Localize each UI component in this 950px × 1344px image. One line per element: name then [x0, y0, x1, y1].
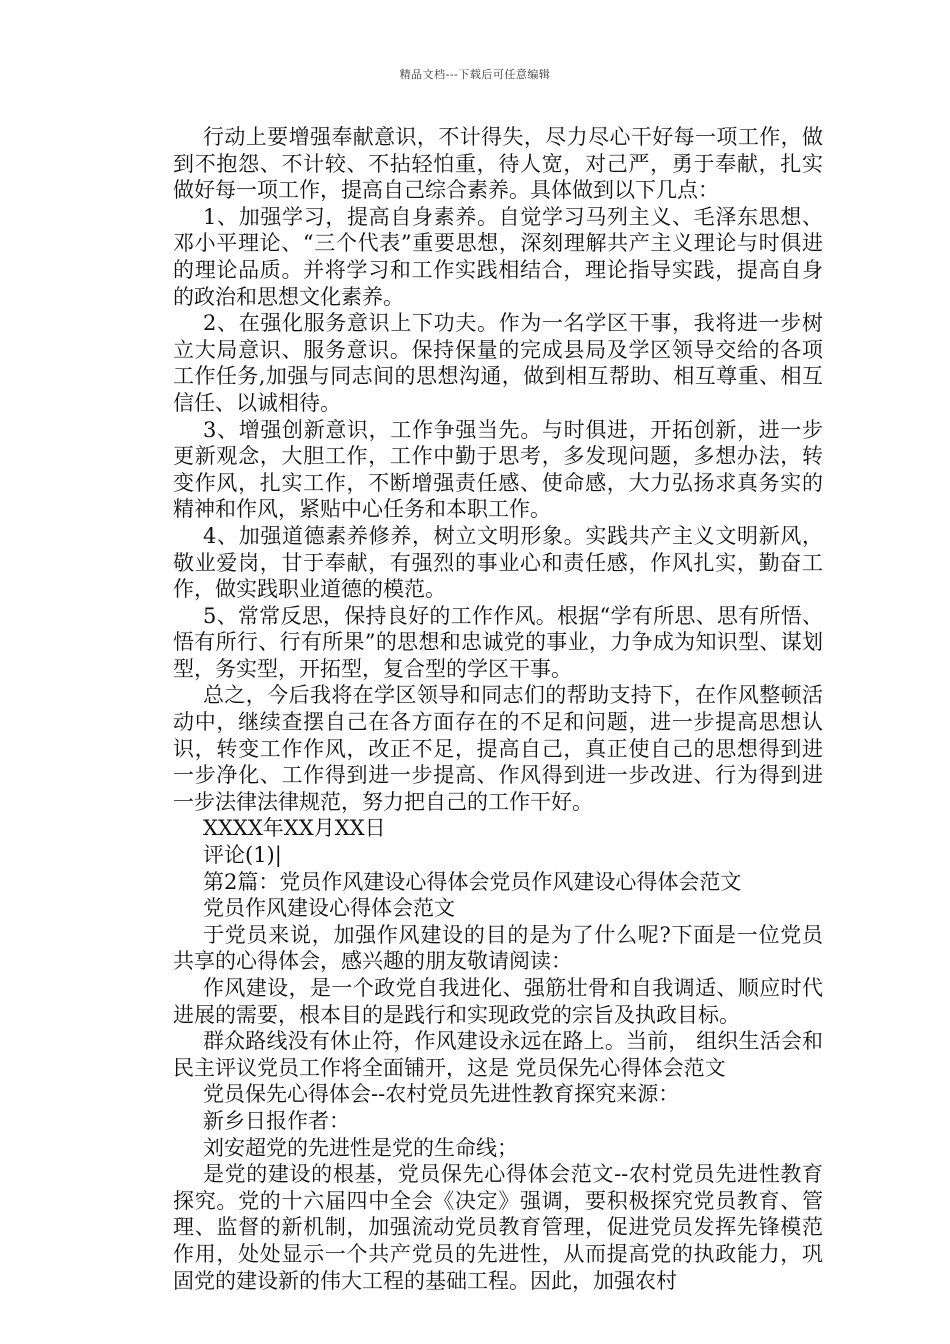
paragraph: 是党的建设的根基，党员保先心得体会范文--农村党员先进性教育探究。党的十六届四中全会《决定》强调，要积极探究党员教育、管理、监督的新机制，加强流动党员教育管理，促进党员发挥先锋模范作用，处处显示一个共产党员的先进性，从而提高党的执政能力，巩固党的建设新的伟大工程的基础工程。因此，加强农村	[173, 1162, 823, 1293]
paragraph: 于党员来说，加强作风建设的目的是为了什么呢?下面是一位党员共享的心得体会，感兴趣的朋友敬请阅读：	[173, 922, 823, 974]
paragraph: 2、在强化服务意识上下功夫。作为一名学区干事，我将进一步树立大局意识、服务意识。保持保量的完成县局及学区领导交给的各项工作任务,加强与同志间的思想沟通，做到相互帮助、相互尊重、相互信任、以诚相待。	[173, 311, 823, 415]
paragraph: 1、加强学习，提高自身素养。自觉学习马列主义、毛泽东思想、邓小平理论、“三个代表”重要思想，深刻理解共产主义理论与时俱进的理论品质。并将学习和工作实践相结合，理论指导实践，提高自身的政治和思想文化素养。	[173, 204, 823, 309]
paragraph: 4、加强道德素养修养，树立文明形象。实践共产主义文明新风，敬业爱岗，甘于奉献，有强烈的事业心和责任感，作风扎实，勤奋工作，做实践职业道德的模范。	[173, 523, 823, 602]
paragraph: 群众路线没有休止符，作风建设永远在路上。当前， 组织生活会和民主评议党员工作将全面铺开，这是 党员保先心得体会范文	[173, 1029, 823, 1080]
source-line: 党员保先心得体会--农村党员先进性教育探究来源：	[203, 1082, 680, 1107]
paragraph: 5、常常反思，保持良好的工作作风。根据“学有所思、思有所悟、悟有所行、行有所果”的思想和忠诚党的事业，力争成为知识型、谋划型，务实型，开拓型，复合型的学区干事。	[173, 603, 823, 681]
paragraph: 总之，今后我将在学区领导和同志们的帮助支持下，在作风整顿活动中，继续查摆自己在各方面存在的不足和问题，进一步提高思想认识，转变工作作风，改正不足，提高自己，真正使自己的思想得到进一步净化、工作得到进一步提高、作风得到进一步改进、行为得到进一步法律法律规范，努力把自己的工作干好。	[173, 683, 823, 814]
document-body	[173, 124, 823, 1294]
paragraph: 3、增强创新意识，工作争强当先。与时俱进，开拓创新，进一步更新观念，大胆工作，工作中勤于思考，多发现问题，多想办法，转变作风，扎实工作，不断增强责任感、使命感，大力弘扬求真务实的精神和作风，紧贴中心任务和本职工作。	[173, 417, 823, 522]
source-line: 刘安超党的先进性是党的生命线；	[203, 1135, 518, 1160]
section-heading: 第2篇：党员作风建设心得体会党员作风建设心得体会范文	[203, 869, 742, 894]
paragraph: 作风建设，是一个政党自我进化、强筋壮骨和自我调适、顺应时代进展的需要，根本目的是践行和实现政党的宗旨及执政目标。	[173, 976, 823, 1027]
date-line: XXXX年XX月XX日	[203, 816, 386, 841]
page-header: 精品文档---下载后可任意编辑	[399, 68, 551, 81]
paragraph: 行动上要增强奉献意识，不计得失，尽力尽心干好每一项工作，做到不抱怨、不计较、不拈轻怕重，待人宽，对己严，勇于奉献，扎实做好每一项工作，提高自己综合素养。具体做到以下几点：	[173, 125, 823, 203]
article-title: 党员作风建设心得体会范文	[203, 896, 455, 921]
comment-count: 评论(1)|	[203, 843, 282, 868]
source-line: 新乡日报作者：	[203, 1108, 350, 1133]
